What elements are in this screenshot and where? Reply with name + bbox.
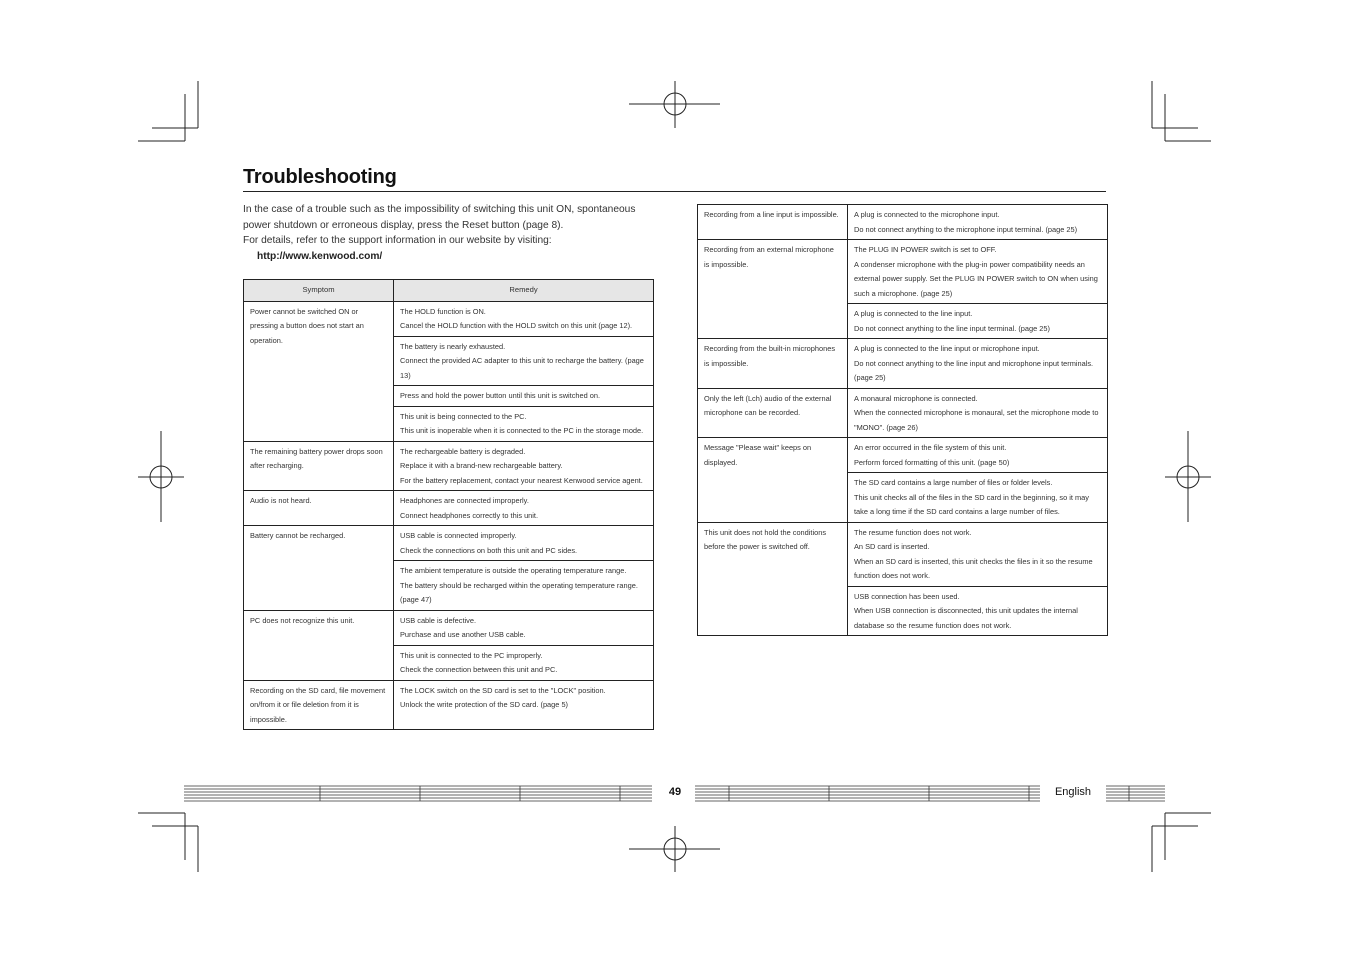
remedy-line: Replace it with a brand-new rechargeable battery.	[400, 461, 563, 470]
remedy-line: Check the connections on both this unit and PC sides.	[400, 545, 578, 555]
remedy-cell	[394, 526, 654, 561]
remedy-line: A plug is connected to the microphone input.	[854, 210, 1000, 219]
symptom-cell: Recording from the built-in microphones is impossible.	[698, 339, 848, 389]
language-label: English	[1054, 786, 1092, 798]
remedy-line: Connect headphones correctly to this unit.	[400, 510, 539, 520]
remedy-cell	[848, 339, 1108, 389]
symptom-cell: Power cannot be switched ON or pressing a button does not start an operation.	[244, 301, 394, 441]
remedy-line: This unit is inoperable when it is connected to the PC in the storage mode.	[400, 426, 644, 435]
intro-paragraph: For details, refer to the support information in our website by visiting:	[243, 235, 552, 246]
symptom-header: Symptom	[244, 280, 394, 302]
remedy-line: Cancel the HOLD function with the HOLD switch on this unit (page 12).	[400, 321, 633, 330]
remedy-line: The rechargeable battery is degraded.	[400, 446, 526, 456]
remedy-line: When an SD card is inserted, this unit checks the files in it so the resume function does not work.	[854, 556, 1093, 580]
remedy-line: USB cable is defective.	[400, 615, 476, 625]
remedy-line: Headphones are connected improperly.	[400, 496, 529, 505]
remedy-line: The SD card contains a large number of files or folder levels.	[854, 478, 1053, 487]
remedy-cell	[848, 304, 1108, 339]
table-row	[244, 680, 654, 730]
page-number: 49	[668, 786, 682, 798]
remedy-cell	[848, 522, 1108, 586]
remedy-line: The battery is nearly exhausted.	[400, 341, 506, 351]
remedy-cell	[848, 388, 1108, 438]
remedy-line: The LOCK switch on the SD card is set to the "LOCK" position.	[400, 685, 606, 695]
remedy-cell	[848, 205, 1108, 240]
remedy-line: Check the connection between this unit and PC.	[400, 665, 558, 674]
remedy-line: Unlock the write protection of the SD card. (page 5)	[400, 700, 569, 709]
remedy-line: A monaural microphone is connected.	[854, 393, 978, 403]
remedy-line: The HOLD function is ON.	[400, 306, 486, 316]
remedy-line: Perform forced formatting of this unit. (page 50)	[854, 457, 1010, 467]
remedy-line: Do not connect anything to the line input and microphone input terminals. (page 25)	[854, 358, 1094, 382]
symptom-cell: PC does not recognize this unit.	[244, 610, 394, 680]
remedy-cell	[394, 386, 654, 407]
intro-text	[243, 202, 663, 264]
remedy-cell	[848, 438, 1108, 473]
remedy-line: Press and hold the power button until this unit is switched on.	[400, 391, 601, 400]
symptom-cell: Recording from a line input is impossible.	[698, 205, 848, 240]
table-row	[244, 526, 654, 561]
title-rule	[243, 191, 1106, 192]
remedy-line: This unit is being connected to the PC.	[400, 411, 527, 421]
symptom-cell: Recording on the SD card, file movement on/from it or file deletion from it is impossible.	[244, 680, 394, 730]
remedy-cell	[394, 645, 654, 680]
table-row	[698, 240, 1108, 304]
remedy-cell	[848, 586, 1108, 636]
table-row	[698, 522, 1108, 586]
remedy-header: Remedy	[394, 280, 654, 302]
remedy-cell	[394, 561, 654, 611]
remedy-cell	[848, 473, 1108, 523]
remedy-line: USB cable is connected improperly.	[400, 531, 517, 540]
table-row	[698, 438, 1108, 473]
symptom-cell: Only the left (Lch) audio of the external microphone can be recorded.	[698, 388, 848, 438]
remedy-line: Connect the provided AC adapter to this unit to recharge the battery. (page 13)	[400, 356, 644, 380]
remedy-line: For the battery replacement, contact your nearest Kenwood service agent.	[400, 475, 643, 485]
remedy-line: A condenser microphone with the plug-in power compatibility needs an external power supply. Set the PLUG IN POWER switch to ON when using such a microphone. (page 25)	[854, 259, 1098, 298]
table-row	[698, 339, 1108, 389]
remedy-line: The PLUG IN POWER switch is set to OFF.	[854, 245, 997, 254]
remedy-line: The battery should be recharged within the operating temperature range. (page 47)	[400, 580, 638, 604]
page-title: Troubleshooting	[243, 166, 397, 188]
table-row	[244, 491, 654, 526]
remedy-line: Do not connect anything to the microphone input terminal. (page 25)	[854, 224, 1078, 234]
table-row	[244, 441, 654, 491]
table-row	[698, 388, 1108, 438]
symptom-cell: Audio is not heard.	[244, 491, 394, 526]
remedy-line: Purchase and use another USB cable.	[400, 630, 526, 639]
symptom-cell: The remaining battery power drops soon after recharging.	[244, 441, 394, 491]
remedy-line: The ambient temperature is outside the operating temperature range.	[400, 566, 627, 575]
support-url: http://www.kenwood.com/	[257, 250, 383, 262]
remedy-line: This unit checks all of the files in the SD card in the beginning, so it may take a long time if the SD card contains a large number of files.	[854, 492, 1089, 516]
remedy-line: USB connection has been used.	[854, 591, 960, 601]
table-row	[244, 301, 654, 336]
remedy-line: When the connected microphone is monaural, set the microphone mode to "MONO". (page 26)	[854, 408, 1099, 432]
remedy-line: A plug is connected to the line input or microphone input.	[854, 344, 1040, 353]
symptom-cell: Battery cannot be recharged.	[244, 526, 394, 611]
remedy-line: An SD card is inserted.	[854, 542, 930, 551]
troubleshooting-table-right	[697, 204, 1108, 636]
remedy-line: This unit is connected to the PC improperly.	[400, 650, 543, 660]
remedy-cell	[394, 301, 654, 336]
remedy-line: Do not connect anything to the line input terminal. (page 25)	[854, 323, 1050, 333]
symptom-cell: This unit does not hold the conditions before the power is switched off.	[698, 522, 848, 636]
remedy-cell	[394, 610, 654, 645]
remedy-cell	[394, 406, 654, 441]
remedy-cell	[394, 680, 654, 730]
remedy-line: A plug is connected to the line input.	[854, 309, 973, 318]
remedy-cell	[394, 336, 654, 386]
remedy-line: An error occurred in the file system of this unit.	[854, 443, 1007, 452]
troubleshooting-table-left	[243, 279, 654, 730]
symptom-cell: Recording from an external microphone is impossible.	[698, 240, 848, 339]
table-row	[698, 205, 1108, 240]
remedy-cell	[394, 491, 654, 526]
remedy-cell	[848, 240, 1108, 304]
remedy-line: When USB connection is disconnected, this unit updates the internal database so the resume function does not work.	[854, 606, 1078, 630]
intro-paragraph: In the case of a trouble such as the impossibility of switching this unit ON, spontaneous power shutdown or erroneous display, press the Reset button (page 8).	[243, 204, 636, 231]
remedy-line: The resume function does not work.	[854, 527, 972, 537]
table-row	[244, 610, 654, 645]
symptom-cell: Message "Please wait" keeps on displayed.	[698, 438, 848, 523]
remedy-cell	[394, 441, 654, 491]
